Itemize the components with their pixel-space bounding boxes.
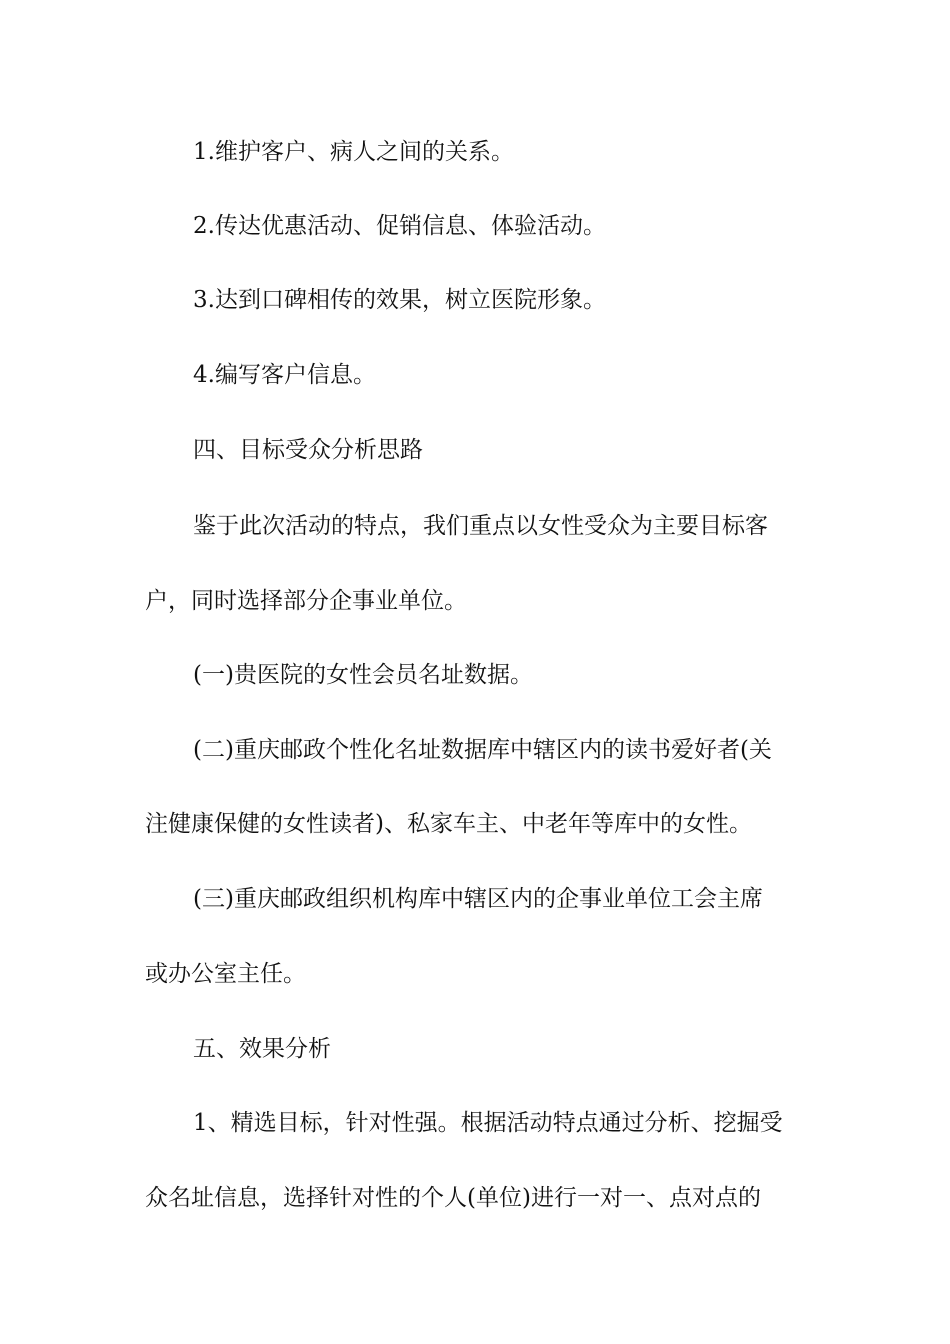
- list-item-4: 4.编写客户信息。: [193, 362, 376, 388]
- section-heading-4: 四、目标受众分析思路: [193, 437, 423, 463]
- paragraph-line: 注健康保健的女性读者)、私家车主、中老年等库中的女性。: [145, 811, 752, 837]
- list-item-2: 2.传达优惠活动、促销信息、体验活动。: [193, 213, 606, 239]
- list-item-3: 3.达到口碑相传的效果，树立医院形象。: [193, 287, 606, 313]
- paragraph-line: 或办公室主任。: [145, 961, 306, 987]
- paragraph-line: 鉴于此次活动的特点，我们重点以女性受众为主要目标客: [193, 513, 768, 539]
- sub-item-3: (三)重庆邮政组织机构库中辖区内的企事业单位工会主席: [193, 886, 763, 912]
- paragraph-line: 众名址信息，选择针对性的个人(单位)进行一对一、点对点的: [145, 1185, 761, 1211]
- sub-item-1: (一)贵医院的女性会员名址数据。: [193, 662, 533, 688]
- paragraph-line: 1、精选目标，针对性强。根据活动特点通过分析、挖掘受: [193, 1110, 783, 1136]
- section-heading-5: 五、效果分析: [193, 1036, 331, 1062]
- sub-item-2: (二)重庆邮政个性化名址数据库中辖区内的读书爱好者(关: [193, 737, 772, 763]
- list-item-1: 1.维护客户、病人之间的关系。: [193, 139, 514, 165]
- paragraph-line: 户，同时选择部分企事业单位。: [145, 588, 467, 614]
